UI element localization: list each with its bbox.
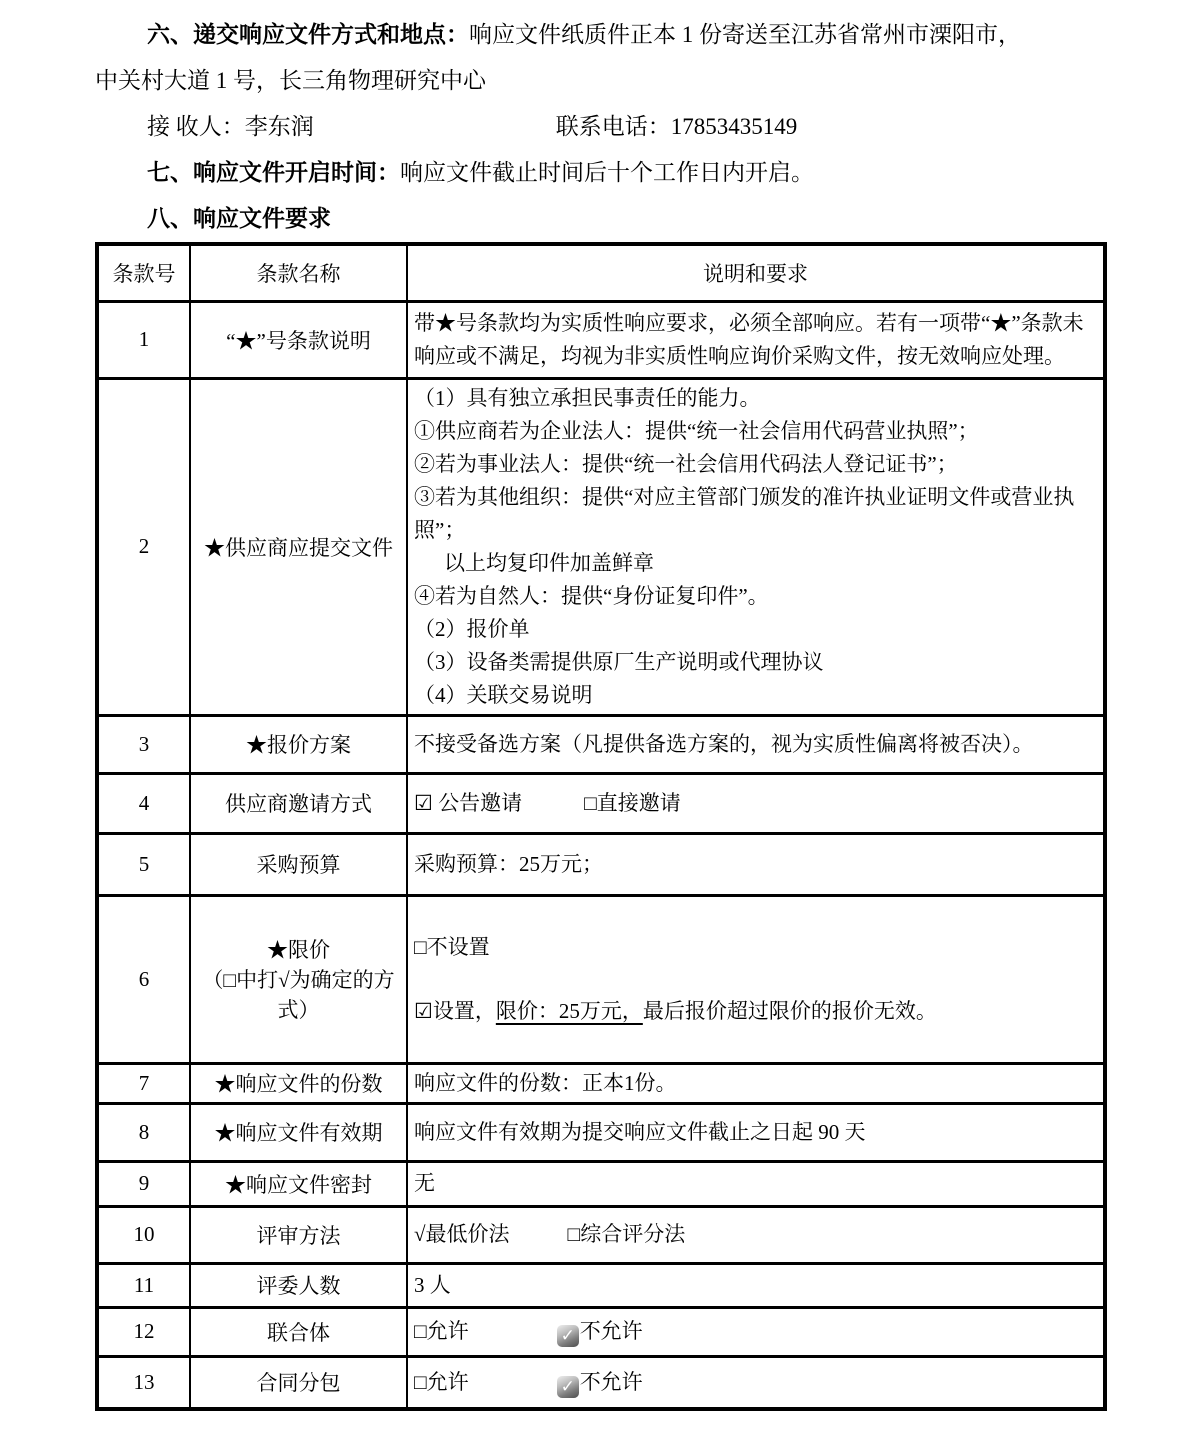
table-row xyxy=(97,773,1105,833)
clause-description xyxy=(407,895,1105,1063)
clause-number: 4 xyxy=(97,773,190,833)
table-row xyxy=(97,1356,1105,1409)
clause-number: 8 xyxy=(97,1103,190,1161)
header-clause-number: 条款号 xyxy=(97,244,190,301)
checkbox-option-unchecked: □允许 xyxy=(414,1319,469,1343)
clause-name-line: （□中打√为确定的方式） xyxy=(202,968,395,1022)
section-six-heading xyxy=(95,12,1103,58)
clause-name: ★响应文件的份数 xyxy=(190,1063,407,1103)
table-row xyxy=(97,833,1105,895)
checkbox-option-unchecked: □综合评分法 xyxy=(567,1222,686,1246)
table-row xyxy=(97,378,1105,715)
table-row xyxy=(97,1103,1105,1161)
section-six-address-line: 中关村大道 1 号，长三角物理研究中心 xyxy=(95,68,486,93)
table-row xyxy=(97,895,1105,1063)
requirement-line: （4）关联交易说明 xyxy=(414,682,593,707)
clause-description: 响应文件有效期为提交响应文件截止之日起 90 天 xyxy=(407,1103,1105,1161)
clause-description: 无 xyxy=(407,1161,1105,1206)
header-description: 说明和要求 xyxy=(407,244,1105,301)
requirement-line: ①供应商若为企业法人：提供“统一社会信用代码营业执照”； xyxy=(414,418,979,443)
clause-number: 6 xyxy=(97,895,190,1063)
clause-description xyxy=(407,1206,1105,1263)
checkbox-option-unchecked: □允许 xyxy=(414,1369,469,1394)
option-label: 不允许 xyxy=(579,1319,643,1343)
clause-name: 采购预算 xyxy=(190,833,407,895)
table-header-row xyxy=(97,244,1105,301)
requirement-line: ④若为自然人：提供“身份证复印件”。 xyxy=(414,583,769,608)
contact-line xyxy=(95,104,1103,150)
section-eight-heading: 八、响应文件要求 xyxy=(147,206,331,231)
section-six-label: 六、递交响应文件方式和地点： xyxy=(147,22,469,47)
requirement-line: ②若为事业法人：提供“统一社会信用代码法人登记证书”； xyxy=(414,451,958,476)
clause-description xyxy=(407,1307,1105,1356)
clause-description: 采购预算：25万元； xyxy=(407,833,1105,895)
requirement-line: （3）设备类需提供原厂生产说明或代理协议 xyxy=(414,649,824,674)
section-seven-heading xyxy=(95,150,1103,196)
checkbox-option-unchecked: □不设置 xyxy=(414,935,490,959)
clause-name: 联合体 xyxy=(190,1307,407,1356)
option-prefix: ☑设置， xyxy=(414,999,496,1023)
clause-number: 3 xyxy=(97,715,190,773)
requirements-table xyxy=(95,242,1107,1411)
clause-description: 不接受备选方案（凡提供备选方案的，视为实质性偏离将被否决）。 xyxy=(407,715,1105,773)
section-six-text: 响应文件纸质件正本 1 份寄送至江苏省常州市溧阳市， xyxy=(469,22,1021,47)
requirement-line: （1）具有独立承担民事责任的能力。 xyxy=(414,385,761,410)
checkbox-option-checked: ☑ 公告邀请 xyxy=(414,790,523,815)
header-clause-name: 条款名称 xyxy=(190,244,407,301)
clause-number: 1 xyxy=(97,301,190,378)
clause-description: 响应文件的份数：正本1份。 xyxy=(407,1063,1105,1103)
requirement-line: ③若为其他组织：提供“对应主管部门颁发的准许执业证明文件或营业执照”； xyxy=(414,484,1075,542)
table-row xyxy=(97,1063,1105,1103)
clause-name: 供应商邀请方式 xyxy=(190,773,407,833)
table-row xyxy=(97,715,1105,773)
clause-name xyxy=(190,895,407,1063)
table-row xyxy=(97,1307,1105,1356)
checked-checkbox-3d-icon[interactable]: ✓ xyxy=(557,1376,579,1398)
clause-number: 7 xyxy=(97,1063,190,1103)
clause-name: ★供应商应提交文件 xyxy=(190,378,407,715)
receiver-name: 接 收人：李东润 xyxy=(147,114,314,139)
clause-description xyxy=(407,1356,1105,1409)
contact-phone: 联系电话：17853435149 xyxy=(555,114,798,139)
clause-number: 10 xyxy=(97,1206,190,1263)
checked-checkbox-3d-icon[interactable]: ✓ xyxy=(557,1325,579,1347)
clause-number: 13 xyxy=(97,1356,190,1409)
table-row xyxy=(97,1206,1105,1263)
clause-number: 12 xyxy=(97,1307,190,1356)
clause-number: 2 xyxy=(97,378,190,715)
price-limit-underlined: 限价：25万元， xyxy=(495,999,643,1023)
table-row xyxy=(97,301,1105,378)
clause-number: 11 xyxy=(97,1263,190,1307)
requirement-line: 以上均复印件加盖鲜章 xyxy=(444,550,654,575)
clause-name: “★”号条款说明 xyxy=(190,301,407,378)
checkbox-option-checked xyxy=(414,994,1097,1028)
clause-name: ★报价方案 xyxy=(190,715,407,773)
clause-description xyxy=(407,773,1105,833)
clause-number: 5 xyxy=(97,833,190,895)
clause-description: 3 人 xyxy=(407,1263,1105,1307)
table-row xyxy=(97,1263,1105,1307)
clause-number: 9 xyxy=(97,1161,190,1206)
clause-name: 评审方法 xyxy=(190,1206,407,1263)
clause-name: ★响应文件密封 xyxy=(190,1161,407,1206)
section-seven-label: 七、响应文件开启时间： xyxy=(147,160,400,185)
clause-name: ★响应文件有效期 xyxy=(190,1103,407,1161)
option-suffix: 最后报价超过限价的报价无效。 xyxy=(642,999,937,1023)
clause-name-line: ★限价 xyxy=(267,938,330,962)
clause-description: 带★号条款均为实质性响应要求，必须全部响应。若有一项带“★”条款未响应或不满足，均视为非实质性响应询价采购文件，按无效响应处理。 xyxy=(407,301,1105,378)
clause-description xyxy=(407,378,1105,715)
table-row xyxy=(97,1161,1105,1206)
option-label: 不允许 xyxy=(579,1369,643,1394)
checkbox-option-unchecked: □直接邀请 xyxy=(584,790,681,815)
requirement-line: （2）报价单 xyxy=(414,616,530,641)
clause-name: 合同分包 xyxy=(190,1356,407,1409)
section-seven-text: 响应文件截止时间后十个工作日内开启。 xyxy=(400,160,814,185)
clause-name: 评委人数 xyxy=(190,1263,407,1307)
checkmark-option-selected: √最低价法 xyxy=(414,1222,510,1246)
